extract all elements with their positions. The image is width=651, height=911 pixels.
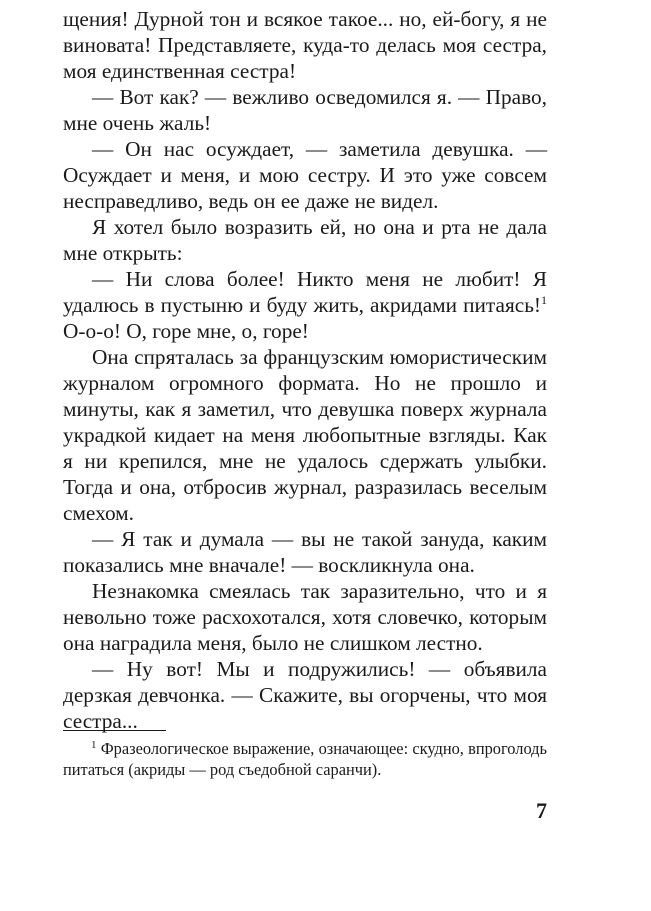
- paragraph: — Я так и думала — вы не такой зануда, каким показались мне вначале! — воскликнула она.: [63, 527, 547, 577]
- footnote-divider: [63, 730, 166, 731]
- paragraph: Она спряталась за французским юмористическим журналом огромного формата. Но не прошло и минуты, как я заметил, что девушка поверх журнала украдкой кидает на меня любопытные взгляды. Как я ни крепился, мне не удалось сдержать улыбки. Тогда и она, отбросив журнал, разразилась веселым смехом.: [63, 345, 547, 525]
- paragraph: — Вот как? — вежливо осведомился я. — Право, мне очень жаль!: [63, 85, 547, 135]
- paragraph: — Он нас осуждает, — заметила девушка. — Осуждает и меня, и мою сестру. И это уже совсем несправедливо, ведь он ее даже не видел.: [63, 137, 547, 213]
- paragraph: Незнакомка смеялась так заразительно, что и я невольно тоже расхохотался, хотя словечко, которым она наградила меня, было не слишком лестно.: [63, 579, 547, 655]
- paragraph: Я хотел было возразить ей, но она и рта не дала мне открыть:: [63, 215, 547, 265]
- paragraph: [63, 266, 547, 344]
- footnote-reference: 1: [541, 293, 547, 307]
- paragraph-text: — Ни слова более! Никто меня не любит! Я удалюсь в пустыню и буду жить, акридами питаясь!: [63, 267, 547, 317]
- page-number: 7: [536, 798, 547, 823]
- main-text: [63, 6, 547, 734]
- paragraph: — Ну вот! Мы и подружились! — объявила дерзкая девчонка. — Скажите, вы огорчены, что моя сестра...: [63, 657, 547, 733]
- footnote: [63, 738, 547, 780]
- footnote-marker: 1: [91, 739, 97, 751]
- paragraph-text: О-о-о! О, горе мне, о, горе!: [63, 319, 309, 343]
- paragraph: щения! Дурной тон и всякое такое... но, ей-богу, я не виновата! Представляете, куда-то делась моя сестра, моя единственная сестра!: [63, 7, 547, 83]
- footnote-text: Фразеологическое выражение, означающее: скудно, впроголодь питаться (акриды — род съедобной саранчи).: [63, 739, 547, 779]
